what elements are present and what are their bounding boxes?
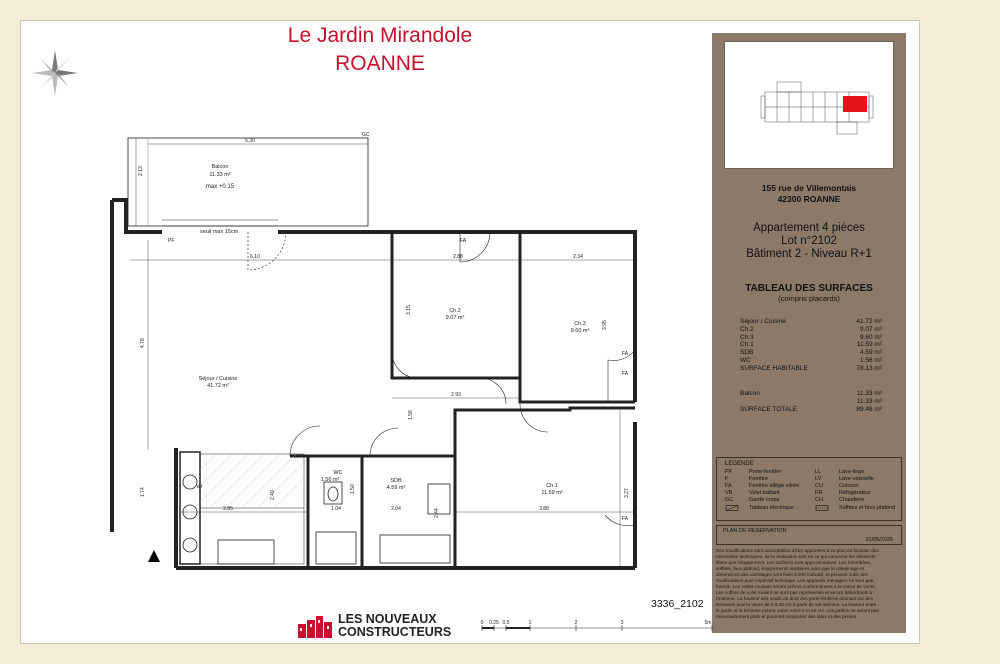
surface-row: Balcon 11.33 m² (740, 390, 882, 397)
svg-text:3.27 (624, 488, 630, 498)
svg-text:9.60 m² (571, 328, 590, 334)
dim-wc-depth: 1.50 (350, 484, 356, 494)
svg-text:2.44 (434, 508, 440, 518)
svg-text:3.15 (406, 305, 412, 315)
svg-text:6.10 (250, 254, 260, 260)
svg-text:11.33 m² (209, 172, 230, 178)
scale-label-5m: 5m (704, 620, 712, 626)
svg-text:Séjour / Cuisine (199, 376, 238, 382)
reservation-date: 21/05/2025 (865, 537, 893, 543)
project-city: ROANNE (335, 52, 425, 75)
svg-text:Ch.1 (546, 483, 558, 489)
surface-row-total-habitable: SURFACE HABITABLE 78.13 m² (740, 364, 882, 372)
address-line1: 155 rue de Villemontais (761, 183, 857, 193)
marker-fa-ch1: FA (622, 516, 629, 522)
dim-entry-depth: 1.74 (140, 487, 146, 497)
dim-sejour-width: 6.10 (250, 254, 260, 260)
svg-text:FA (460, 238, 467, 244)
room-ch1-name: Ch.1 (546, 483, 558, 489)
surface-row: 11.33 m² (856, 397, 882, 405)
surfaces-title: TABLEAU DES SURFACES (745, 283, 873, 294)
svg-text:Balcon (212, 164, 229, 170)
info-panel (712, 33, 906, 633)
svg-text:FA (622, 516, 629, 522)
svg-text:FA (622, 351, 629, 357)
room-ch2-name: Ch.2 (449, 308, 461, 314)
scale-label-0: 0 (480, 620, 484, 626)
lot-location-highlight (843, 96, 867, 112)
svg-text:2.49 (270, 490, 276, 500)
apartment-type: Appartement 4 pièces (753, 222, 865, 234)
svg-text:41.72 m² (207, 383, 229, 389)
scale-label-2: 2 (574, 620, 578, 626)
surfaces-table-exterior (740, 390, 882, 413)
svg-text:4.78 (140, 338, 146, 348)
surface-row: SDB 4.59 m² (740, 349, 882, 357)
legend-box (716, 457, 902, 521)
marker-gc: GC (362, 132, 370, 138)
dim-sdb-depth: 2.44 (434, 508, 440, 518)
room-wc-name: WC (333, 470, 343, 476)
svg-text:1.58 (408, 410, 414, 420)
legend-row: VB Volet battant FR Réfrigérateur (725, 490, 872, 496)
svg-text:11.59 m² (541, 490, 562, 496)
marker-fa-ch3: FA (622, 351, 629, 357)
key-plan (724, 41, 894, 169)
svg-text:3.88 (539, 506, 549, 512)
room-ch1-area: 11.59 m² (541, 490, 563, 496)
brand-name-line2: CONSTRUCTEURS (338, 625, 452, 639)
room-sdb-name: SDB (390, 478, 402, 484)
marker-fa-ch2: FA (460, 238, 467, 244)
svg-text:2.34 (573, 254, 583, 260)
surface-row: Ch.2 9.07 m² (740, 325, 882, 333)
svg-text:0.25 (489, 620, 499, 626)
room-balcon-note: max +0.15 (205, 184, 235, 190)
address-block (712, 183, 906, 205)
reservation-box (716, 525, 902, 545)
dim-wc-width: 1.04 (331, 506, 341, 512)
svg-text:2.85 (223, 506, 233, 512)
soffit-icon (815, 505, 829, 511)
room-wc-area: 1.56 m² (320, 477, 340, 483)
svg-text:1.04 (331, 506, 341, 512)
dim-hall-width: 2.93 (451, 392, 461, 398)
entrance-arrow-icon (148, 550, 160, 562)
room-sdb-area: 4.59 m² (386, 485, 406, 491)
dim-sejour-depth: 4.78 (140, 338, 146, 348)
brand-logo-icon (298, 616, 332, 638)
surface-row-total: SURFACE TOTALE 89.46 m² (740, 405, 882, 413)
surfaces-subtitle: (compris placards) (778, 294, 840, 303)
room-sejour-name: Séjour / Cuisine (198, 376, 238, 382)
svg-text:SDB (390, 478, 402, 484)
dim-kitchen-depth: 2.49 (270, 490, 276, 500)
svg-text:9.07 m² (446, 315, 465, 321)
svg-text:max +0.15 (206, 184, 235, 190)
surface-row: Ch.1 11.59 m² (740, 341, 882, 349)
svg-text:seuil max 15cm (200, 229, 239, 235)
surfaces-table (740, 318, 882, 373)
svg-text:1 (529, 620, 532, 626)
project-title (250, 22, 510, 78)
legend-row: GC Garde corps CH Chaudière (725, 497, 865, 503)
room-sejour-area: 41.72 m² (207, 383, 229, 389)
scale-label-1: 1 (528, 620, 532, 626)
svg-text:1.74 (140, 487, 146, 497)
dim-ch2-width: 2.88 (453, 254, 463, 260)
legend-row: F Fenêtre LV Lave-vaisselle (725, 476, 874, 482)
room-balcon-name: Balcon (211, 164, 229, 170)
svg-text:PF (168, 238, 174, 244)
dim-ch2-depth: 3.15 (406, 305, 412, 315)
scale-label-05: 0.5 (502, 620, 510, 626)
dim-ch3-depth: 3.95 (602, 320, 608, 330)
surface-row: Ch.3 9.60 m² (740, 333, 882, 341)
svg-text:2 (575, 620, 578, 626)
svg-text:1.50 (350, 484, 356, 494)
room-ch3-area: 9.60 m² (570, 328, 590, 334)
scale-label-025: 0.25 (489, 620, 499, 626)
legend-row: PF Porte-fenêtre LL Lave-linge (725, 469, 865, 475)
surface-row: WC 1.56 m² (740, 356, 882, 364)
svg-text:4.59 m² (387, 485, 406, 491)
marker-fa-ch3-b: FA (622, 371, 629, 377)
svg-text:BT (197, 484, 203, 489)
dim-ch1-width: 3.88 (539, 506, 549, 512)
svg-text:Ch.2 (449, 308, 461, 314)
apartment-info (712, 222, 906, 261)
svg-text:2.88 (453, 254, 463, 260)
svg-text:3 (621, 620, 624, 626)
address-line2: 42300 ROANNE (777, 194, 841, 204)
svg-text:2.13 (138, 166, 144, 176)
svg-text:Ch.3 (574, 321, 586, 327)
project-name: Le Jardin Mirandole (287, 24, 473, 47)
dim-balcon-width: 5.30 (245, 138, 255, 144)
scale-bar (480, 618, 720, 634)
svg-text:FA (622, 371, 629, 377)
dim-kitchen-width: 2.85 (223, 506, 233, 512)
svg-text:3.95 (602, 320, 608, 330)
marker-bt: BT (197, 484, 203, 489)
dim-balcon-depth: 2.13 (138, 166, 144, 176)
compass-rose-icon (30, 48, 80, 98)
electrical-panel-icon (725, 505, 739, 511)
room-ch2-area: 9.07 m² (445, 315, 465, 321)
svg-text:GC (362, 132, 370, 138)
svg-text:2.04 (391, 506, 401, 512)
marker-pf: PF (168, 238, 175, 244)
svg-text:0.5 (503, 620, 510, 626)
scale-label-3: 3 (620, 620, 624, 626)
brand-name-line1: LES NOUVEAUX (338, 612, 437, 626)
svg-text:5.30 (245, 138, 255, 144)
balcony-outline (128, 138, 368, 226)
dim-hall-depth: 1.58 (408, 410, 414, 420)
room-ch3-name: Ch.3 (574, 321, 586, 327)
dim-sdb-width: 2.04 (391, 506, 401, 512)
legend-row: FA Fenêtre allège vitrée CU Cuisson (725, 483, 859, 489)
dim-ch3-width: 2.34 (573, 254, 583, 260)
svg-text:WC (333, 470, 342, 476)
brand-logo (298, 612, 478, 640)
lot-code: 3336_2102 (651, 598, 704, 610)
floor-plan (100, 120, 660, 580)
svg-text:1.56 m² (321, 477, 340, 483)
svg-text:0 (481, 620, 484, 626)
reservation-label: PLAN DE RESERVATION (723, 528, 787, 534)
building-key-plan (725, 42, 895, 170)
room-balcon-area: 11.33 m² (209, 172, 231, 178)
dim-ch1-depth: 3.27 (624, 488, 630, 498)
apartment-building: Bâtiment 2 - Niveau R+1 (746, 248, 872, 260)
legend-row: Tableau électrique Soffites et faux-plafond (725, 505, 895, 514)
svg-text:5m (705, 620, 712, 626)
marker-seuil: seuil max 15cm (200, 229, 239, 235)
surface-row: Séjour / Cuisine 41.72 m² (740, 318, 882, 325)
apartment-lot: Lot n°2102 (781, 235, 837, 247)
disclaimer: Des modifications sont susceptibles d'être apportées à ce plan en fonction des nécessités techniques, de la réalisation tant en ce qui concerne les éléments libres que l'équipement. Les surfaces sont approximatives. Les retombées, soffites, faux plafond, équipements sanitaires ainsi que le calepinage et dimensions des carrelages sont fixés à titre indicatif, et peuvent subir des modifications pour impératif technique. Les appareils ménagers ne sont pas fournis. Les volets roulants seront prévus conformément à la notice de vente. Les coffres de volet roulant ne sont pas représentés et seront débordants à l'intérieur. La hauteur des seuils au droit des porte-fenêtres donnant sur des terrasses pourra varier de 5 à 35 cm à partir du sol intérieur. La hauteur entre le jardin et la terrasse pourra varier entre 0 et 60 cm. Les jardins ne seront pas nécessairement plats et pourront comporter des talus et des pentes. (716, 548, 879, 619)
svg-text:2.93 (451, 392, 461, 398)
legend-title: LEGENDE (725, 461, 754, 467)
